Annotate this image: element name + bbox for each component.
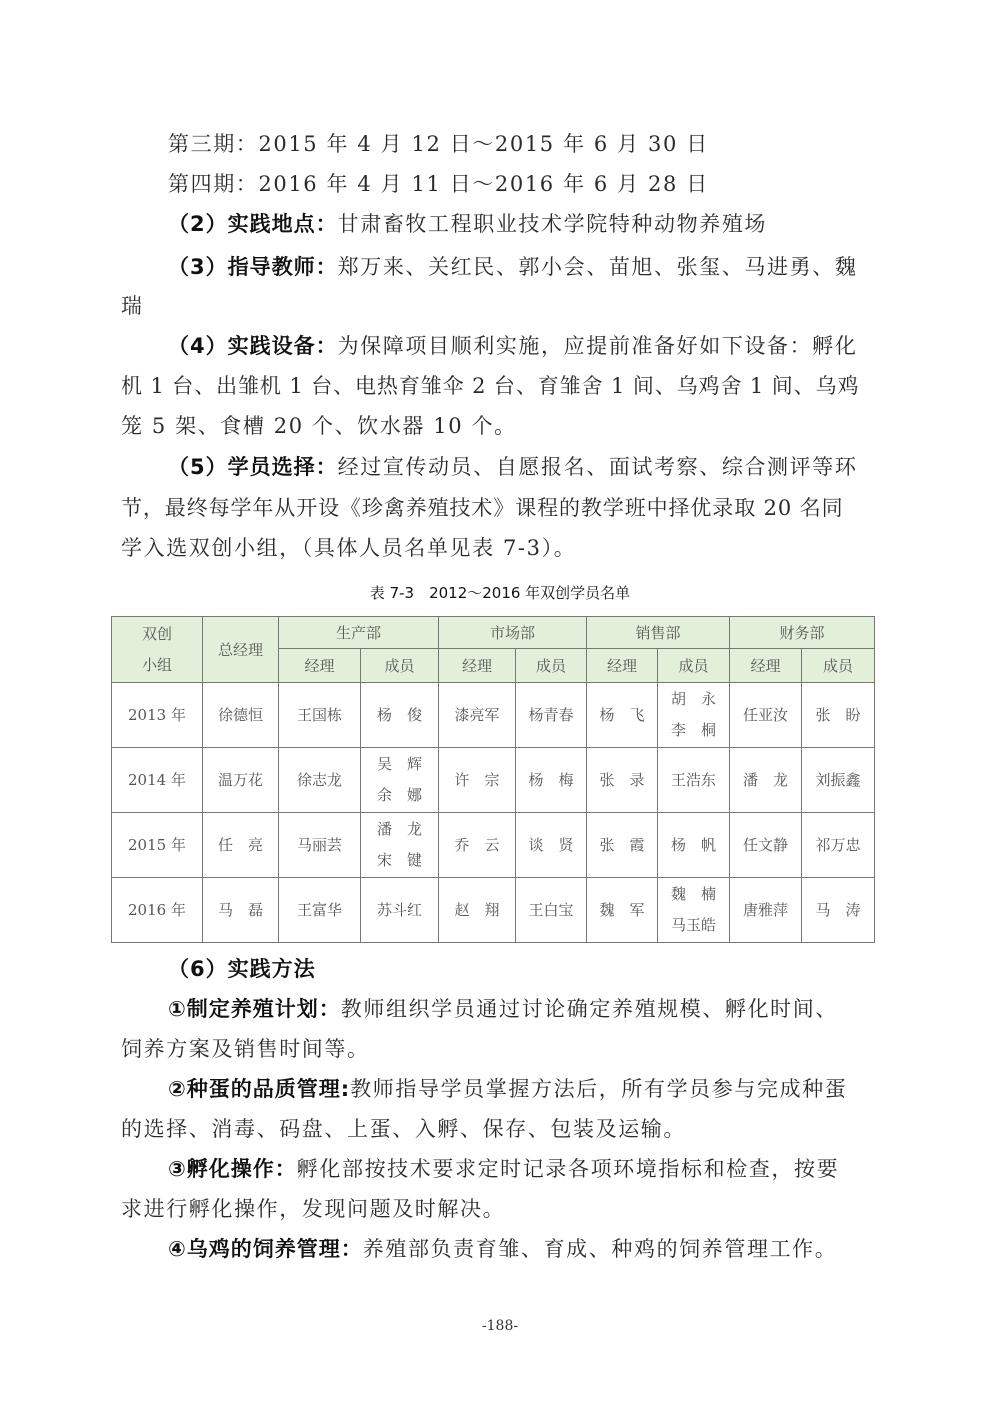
m1-text: 教师组织学员通过讨论确定养殖规模、孵化时间、 [340,997,838,1021]
m3-text-2: 求进行孵化操作，发现问题及时解决。 [121,1197,506,1221]
student-roster-table [111,616,875,943]
name-list [658,879,729,941]
cell-marketing-members [516,878,587,943]
cell-sales-members [658,683,730,748]
location-text: 甘肃畜牧工程职业技术学院特种动物养殖场 [337,212,768,236]
cell-general-manager: 任 亮 [203,813,279,878]
member-name: 杨青春 [528,705,574,724]
table-row [112,683,875,748]
member-name: 祁万忠 [815,835,861,854]
member-name: 吴 辉 [377,755,423,773]
member-name: 宋 键 [377,851,423,869]
cell-general-manager: 温万花 [203,748,279,813]
m2-text-2: 的选择、消毒、码盘、上蛋、入孵、保存、包装及运输。 [121,1117,686,1141]
name-list [658,765,729,796]
table-row [112,813,875,878]
cell-production-manager: 王富华 [279,878,361,943]
m2-label: ②种蛋的品质管理: [168,1077,351,1101]
member-name: 魏 楠 [671,885,717,903]
name-list [516,765,586,796]
table-header-row [112,617,875,649]
m2-text: 教师指导学员掌握方法后，所有学员参与完成种蛋 [350,1077,848,1101]
name-list [658,830,729,861]
name-list [802,830,874,861]
name-list [516,895,586,926]
cell-year: 2016 年 [112,878,203,943]
member-name: 杨 梅 [528,770,574,789]
teachers-label: （3）指导教师： [168,255,338,279]
cell-sales-manager: 张 录 [587,748,658,813]
cell-production-manager: 王国栋 [279,683,361,748]
member-name: 马玉皓 [671,916,717,934]
member-name: 苏斗红 [377,900,423,919]
equipment-label: （4）实践设备： [168,334,338,358]
header-group [112,617,203,683]
subheader-member: 成员 [658,649,730,683]
subheader-manager: 经理 [439,649,516,683]
cell-finance-members [802,813,875,878]
cell-finance-manager: 唐雅萍 [730,878,802,943]
practice-location [168,210,767,238]
m3-text: 孵化部按技术要求定时记录各项环境指标和检查，按要 [296,1157,840,1181]
page-number: -188- [481,1318,519,1334]
member-name: 张 盼 [815,705,861,724]
method-2 [168,1075,847,1103]
cell-sales-manager: 杨 飞 [587,683,658,748]
table-caption: 表 7-3 2012～2016 年双创学员名单 [369,584,631,602]
member-name: 王浩东 [671,770,717,789]
subheader-member: 成员 [516,649,587,683]
member-name: 王白宝 [528,900,574,919]
member-name: 杨 俊 [377,705,423,724]
cell-marketing-manager: 乔 云 [439,813,516,878]
cell-marketing-members [516,748,587,813]
period-3: 第三期：2015 年 4 月 12 日～2015 年 6 月 30 日 [168,132,709,156]
cell-finance-members [802,878,875,943]
member-name: 刘振鑫 [815,770,861,789]
cell-production-manager: 马丽芸 [279,813,361,878]
cell-finance-manager: 任文静 [730,813,802,878]
cell-sales-members [658,813,730,878]
member-name: 马 涛 [815,900,861,919]
member-name: 潘 龙 [377,820,423,838]
m1-label: ①制定养殖计划： [168,997,341,1021]
subheader-manager: 经理 [587,649,658,683]
header-group-line2: 小组 [141,655,172,674]
cell-production-manager: 徐志龙 [279,748,361,813]
name-list [658,684,729,746]
method-1 [168,995,838,1023]
cell-marketing-manager: 许 宗 [439,748,516,813]
member-name: 余 娜 [377,786,423,804]
name-list [802,895,874,926]
m3-label: ③孵化操作： [168,1157,297,1181]
name-list [361,814,438,876]
location-label: （2）实践地点： [168,212,338,236]
header-dept-marketing: 市场部 [439,617,587,649]
subheader-member: 成员 [802,649,875,683]
method-heading [168,955,316,983]
instructors [168,253,857,281]
header-dept-production: 生产部 [279,617,439,649]
cell-marketing-members [516,813,587,878]
cell-finance-manager: 任亚汝 [730,683,802,748]
student-selection [168,453,857,481]
equipment-text-3: 笼 5 架、食槽 20 个、饮水器 10 个。 [121,414,517,438]
cell-marketing-manager: 赵 翔 [439,878,516,943]
name-list [802,765,874,796]
period-4: 第四期：2016 年 4 月 11 日～2016 年 6 月 28 日 [168,172,709,196]
name-list [516,830,586,861]
method-4 [168,1235,837,1263]
selection-text-3: 学入选双创小组，（具体人员名单见表 7-3）。 [121,536,577,560]
member-name: 杨 帆 [671,835,717,854]
cell-marketing-manager: 漆亮军 [439,683,516,748]
selection-text-2: 节，最终每学年从开设《珍禽养殖技术》课程的教学班中择优录取 20 名同 [121,496,844,520]
m1-text-2: 饲养方案及销售时间等。 [121,1037,370,1061]
cell-finance-members [802,683,875,748]
table-row [112,748,875,813]
member-name: 李 桐 [671,721,717,739]
subheader-manager: 经理 [730,649,802,683]
member-name: 谈 贤 [528,835,574,854]
cell-production-members [361,878,439,943]
equipment-text-2: 机 1 台、出雏机 1 台、电热育雏伞 2 台、育雏舍 1 间、乌鸡舍 1 间、乌鸡 [121,374,860,398]
m4-label: ④乌鸡的饲养管理： [168,1237,363,1261]
subheader-manager: 经理 [279,649,361,683]
cell-sales-manager: 张 霞 [587,813,658,878]
teachers-text: 郑万来、关红民、郭小会、苗旭、张玺、马进勇、魏 [337,255,858,279]
method-3 [168,1155,839,1183]
cell-sales-members [658,878,730,943]
equipment [168,332,857,360]
header-dept-sales: 销售部 [587,617,730,649]
cell-production-members [361,683,439,748]
name-list [802,700,874,731]
selection-label: （5）学员选择： [168,455,338,479]
equipment-text: 为保障项目顺利实施，应提前准备好如下设备：孵化 [337,334,858,358]
cell-production-members [361,748,439,813]
name-list [516,700,586,731]
header-group-line1: 双创 [141,624,172,643]
m4-text: 养殖部负责育雏、育成、种鸡的饲养管理工作。 [362,1237,838,1261]
header-dept-finance: 财务部 [730,617,875,649]
cell-finance-members [802,748,875,813]
cell-sales-manager: 魏 军 [587,878,658,943]
name-list [361,700,438,731]
cell-general-manager: 徐德恒 [203,683,279,748]
cell-year: 2013 年 [112,683,203,748]
cell-sales-members [658,748,730,813]
method-heading-text: （6）实践方法 [168,957,316,981]
name-list [361,749,438,811]
selection-text: 经过宣传动员、自愿报名、面试考察、综合测评等环 [337,455,858,479]
header-general-manager: 总经理 [203,617,279,683]
table-row [112,878,875,943]
member-name: 胡 永 [671,690,717,708]
name-list [361,895,438,926]
cell-production-members [361,813,439,878]
cell-year: 2015 年 [112,813,203,878]
cell-general-manager: 马 磊 [203,878,279,943]
cell-marketing-members [516,683,587,748]
teachers-text-cont: 瑞 [121,294,144,318]
subheader-member: 成员 [361,649,439,683]
cell-year: 2014 年 [112,748,203,813]
cell-finance-manager: 潘 龙 [730,748,802,813]
